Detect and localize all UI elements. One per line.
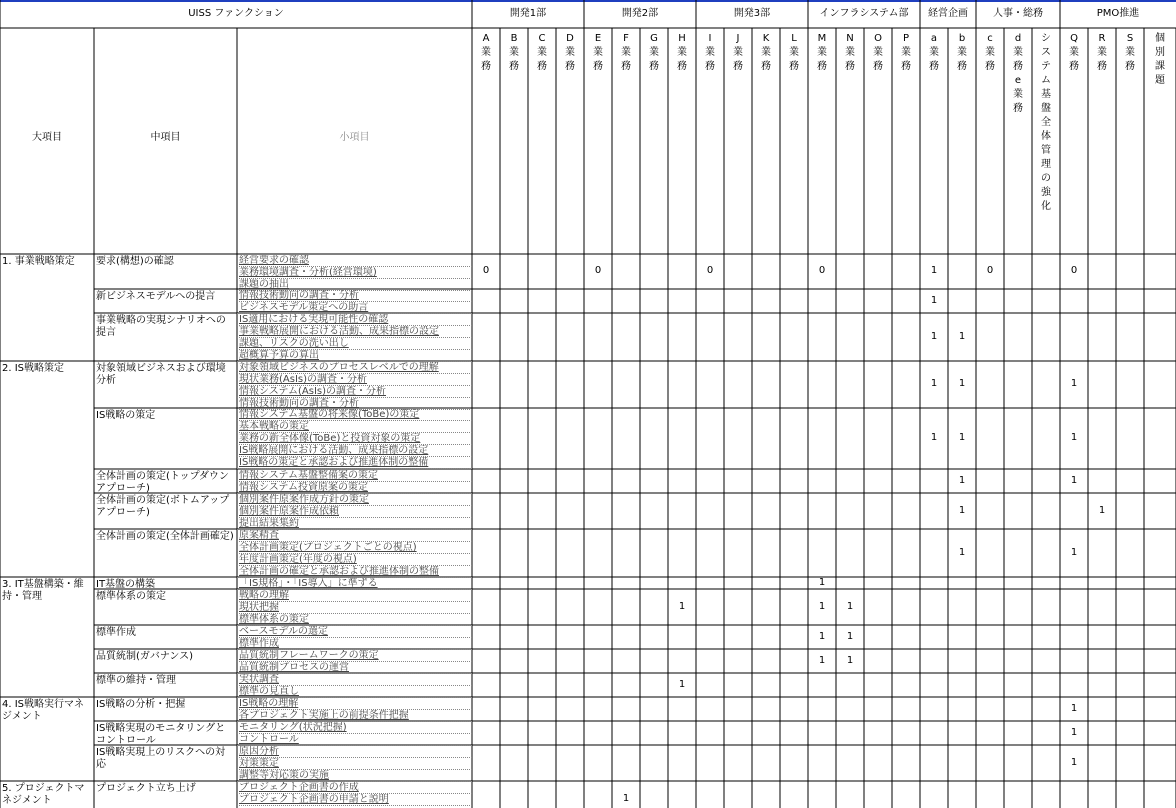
sub-item: 情報システム(AsIs)の調査・分析 bbox=[239, 386, 387, 397]
cell-mark: 1 bbox=[930, 331, 938, 342]
mid-item: 標準体系の策定 bbox=[96, 591, 166, 602]
column-header-15: P 業 務 bbox=[901, 33, 911, 72]
category-cell: 5. プロジェクトマネジメント bbox=[2, 783, 85, 806]
column-header-2: C 業 務 bbox=[537, 33, 547, 72]
mid-item: 全体計画の策定(全体計画確定) bbox=[96, 531, 234, 542]
sub-item: 品質統制プロセスの運営 bbox=[239, 662, 349, 673]
sub-item: 業務環境調査・分析(経営環境) bbox=[239, 267, 377, 278]
group-header: PMO推進 bbox=[1096, 8, 1140, 19]
sub-item: 情報技術動向の調査・分析 bbox=[239, 290, 359, 301]
column-header-small: 小項目 bbox=[339, 132, 370, 143]
sub-item: 情報システム基盤整備案の策定 bbox=[239, 470, 378, 481]
cell-mark: 1 bbox=[846, 631, 854, 642]
column-header-6: G 業 務 bbox=[649, 33, 659, 72]
sub-item: 経営要求の確認 bbox=[239, 255, 309, 266]
column-header-17: b 業 務 bbox=[957, 33, 967, 72]
cell-mark: 1 bbox=[678, 601, 686, 612]
mid-item: IS戦略の分析・把握 bbox=[96, 699, 186, 710]
cell-mark: 0 bbox=[706, 265, 714, 276]
sub-item: 現状業務(AsIs)の調査・分析 bbox=[239, 374, 368, 385]
sub-item: 戦略の理解 bbox=[239, 590, 289, 601]
category-cell: 1. 事業戦略策定 bbox=[2, 256, 75, 267]
sub-item: 全体計画の確定と承認および推進体制の整備 bbox=[239, 566, 439, 577]
column-header-24: 個 別 課 題 bbox=[1155, 33, 1165, 86]
sub-item: ベースモデルの選定 bbox=[239, 626, 328, 637]
sub-item: 年度計画策定(年度の視点) bbox=[239, 554, 357, 565]
column-header-3: D 業 務 bbox=[565, 33, 575, 72]
cell-mark: 1 bbox=[818, 655, 826, 666]
cell-mark: 0 bbox=[482, 265, 490, 276]
cell-mark: 1 bbox=[678, 679, 686, 690]
sub-item: コントロール bbox=[239, 734, 299, 745]
mid-item: IT基盤の構築 bbox=[96, 579, 156, 589]
cell-mark: 1 bbox=[958, 505, 966, 516]
column-header-1: B 業 務 bbox=[509, 33, 519, 72]
sub-item: 原因分析 bbox=[239, 746, 279, 757]
column-header-big: 大項目 bbox=[32, 132, 62, 143]
column-header-23: S 業 務 bbox=[1125, 33, 1135, 72]
mid-item: 全体計画の策定(ボトムアップアプローチ) bbox=[96, 495, 230, 518]
mid-item: 標準作成 bbox=[96, 627, 136, 638]
cell-mark: 0 bbox=[818, 265, 826, 276]
sub-item-separator bbox=[237, 805, 472, 806]
sub-item: 情報システム基盤の将来像(ToBe)の策定 bbox=[239, 409, 420, 420]
sub-item: 対策策定 bbox=[239, 758, 279, 769]
sub-item-separator bbox=[237, 468, 472, 469]
column-header-11: L 業 務 bbox=[789, 33, 799, 72]
mid-item: 要求(構想)の確認 bbox=[96, 256, 174, 267]
column-header-13: N 業 務 bbox=[845, 33, 855, 72]
cell-mark: 1 bbox=[930, 378, 938, 389]
cell-mark: 1 bbox=[958, 547, 966, 558]
sub-item: 情報技術動向の調査・分析 bbox=[239, 398, 359, 409]
sub-item: 個別案件原案作成方針の策定 bbox=[239, 494, 369, 505]
mid-item: 標準の維持・管理 bbox=[96, 675, 176, 686]
category-cell: 2. IS戦略策定 bbox=[2, 363, 65, 374]
cell-mark: 1 bbox=[846, 601, 854, 612]
cell-mark: 1 bbox=[1070, 547, 1078, 558]
sub-item: 事業戦略展開における活動、成果指標の設定 bbox=[239, 326, 439, 337]
sub-item: 超概算予算の算出 bbox=[239, 350, 319, 361]
sub-item: 調整等対応策の実施 bbox=[239, 770, 329, 781]
sub-item: 実状調査 bbox=[239, 674, 279, 685]
column-header-5: F 業 務 bbox=[621, 33, 631, 72]
sub-item: 各プロジェクト実施上の前提条件把握 bbox=[239, 710, 409, 721]
cell-mark: 0 bbox=[1070, 265, 1078, 276]
column-header-4: E 業 務 bbox=[593, 33, 603, 72]
mid-item: 対象領域ビジネスおよび環境分析 bbox=[96, 363, 226, 386]
category-cell: 4. IS戦略実行マネジメント bbox=[2, 699, 85, 722]
mid-item: IS戦略の策定 bbox=[96, 410, 156, 421]
sub-item: 業務の新全体像(ToBe)と投資対象の策定 bbox=[239, 433, 421, 444]
cell-mark: 1 bbox=[818, 601, 826, 612]
cell-mark: 1 bbox=[958, 378, 966, 389]
sub-item: 「IS規格」・「IS導入」に準ずる bbox=[239, 578, 378, 589]
category-cell: 3. IT基盤構築・維持・管理 bbox=[2, 579, 84, 602]
cell-mark: 1 bbox=[1098, 505, 1106, 516]
group-header: 経営企画 bbox=[928, 8, 968, 19]
sub-item: プロジェクト企画書の申請と説明 bbox=[239, 794, 389, 805]
cell-mark: 1 bbox=[818, 631, 826, 642]
column-header-8: I 業 務 bbox=[705, 33, 715, 72]
column-header-9: J 業 務 bbox=[733, 33, 743, 72]
cell-mark: 1 bbox=[958, 475, 966, 486]
mid-item: 事業戦略の実現シナリオへの提言 bbox=[96, 315, 226, 338]
sub-item: IS適用における実現可能性の確認 bbox=[239, 314, 389, 325]
sub-item: 全体計画策定(プロジェクトごとの視点) bbox=[239, 542, 417, 553]
cell-mark: 1 bbox=[1070, 703, 1078, 714]
sub-item: IS戦略の理解 bbox=[239, 698, 299, 709]
column-header-20: シ ス テ ム 基 盤 全 体 管 理 の 強 化 bbox=[1041, 33, 1051, 212]
sub-item: 課題、リスクの洗い出し bbox=[239, 338, 349, 349]
column-header-10: K 業 務 bbox=[761, 33, 771, 72]
cell-mark: 1 bbox=[1070, 378, 1078, 389]
cell-mark: 1 bbox=[930, 265, 938, 276]
cell-mark: 1 bbox=[1070, 757, 1078, 768]
cell-mark: 1 bbox=[1070, 432, 1078, 443]
sub-item: 基本戦略の策定 bbox=[239, 421, 309, 432]
cell-mark: 1 bbox=[930, 432, 938, 443]
mid-item: 新ビジネスモデルへの提言 bbox=[96, 291, 216, 302]
function-title: UISS ファンクション bbox=[188, 8, 284, 19]
sub-item: 個別案件原案作成依頼 bbox=[239, 506, 339, 517]
column-header-12: M 業 務 bbox=[817, 33, 827, 72]
cell-mark: 1 bbox=[930, 295, 938, 306]
column-header-18: c 業 務 bbox=[985, 33, 995, 72]
cell-mark: 0 bbox=[594, 265, 602, 276]
cell-mark: 1 bbox=[958, 432, 966, 443]
mid-item: IS戦略実現上のリスクへの対応 bbox=[96, 747, 226, 770]
sub-item: 品質統制フレームワークの策定 bbox=[239, 650, 379, 661]
column-header-mid: 中項目 bbox=[150, 132, 181, 143]
cell-mark: 0 bbox=[986, 265, 994, 276]
cell-mark: 1 bbox=[818, 577, 826, 588]
mid-item: 品質統制(ガバナンス) bbox=[96, 651, 194, 662]
sub-item: 標準の見直し bbox=[239, 686, 299, 697]
sub-item: 提出結果集約 bbox=[239, 518, 299, 529]
mid-item: 全体計画の策定(トップダウンアプローチ) bbox=[96, 471, 229, 493]
column-header-19: d 業 務 e 業 務 bbox=[1013, 33, 1023, 114]
column-header-21: Q 業 務 bbox=[1069, 33, 1079, 72]
sub-item: 標準体系の策定 bbox=[239, 614, 309, 625]
group-header: 開発3部 bbox=[733, 8, 771, 19]
sub-item: 対象領域ビジネスのプロセスレベルでの理解 bbox=[239, 362, 439, 373]
sub-item: IS戦略展開における活動、成果指標の設定 bbox=[239, 445, 429, 456]
sub-item: 標準作成 bbox=[239, 638, 279, 649]
column-header-7: H 業 務 bbox=[677, 33, 687, 72]
sub-item: IS戦略の策定と承認および推進体制の整備 bbox=[239, 457, 429, 468]
sub-item: モニタリング(状況把握) bbox=[239, 722, 347, 733]
sub-item: 情報システム投資原案の策定 bbox=[239, 482, 368, 493]
sub-item: 課題の抽出 bbox=[239, 279, 289, 290]
column-header-14: O 業 務 bbox=[873, 33, 883, 72]
column-header-0: A 業 務 bbox=[481, 33, 491, 72]
cell-mark: 1 bbox=[958, 331, 966, 342]
mid-item: IS戦略実現のモニタリングとコントロール bbox=[96, 723, 226, 745]
mid-item: プロジェクト立ち上げ bbox=[96, 783, 196, 794]
column-header-22: R 業 務 bbox=[1097, 33, 1107, 72]
column-header-16: a 業 務 bbox=[929, 33, 939, 72]
cell-mark: 1 bbox=[846, 655, 854, 666]
cell-mark: 1 bbox=[622, 793, 630, 804]
group-header: 開発1部 bbox=[509, 8, 547, 19]
group-header: 開発2部 bbox=[621, 8, 659, 19]
group-header: インフラシステム部 bbox=[819, 8, 909, 19]
cell-mark: 1 bbox=[1070, 475, 1078, 486]
sub-item: 原案精査 bbox=[239, 530, 279, 541]
cell-mark: 1 bbox=[1070, 727, 1078, 738]
sub-item: ビジネスモデル策定への助言 bbox=[239, 302, 369, 313]
sub-item: プロジェクト企画書の作成 bbox=[239, 782, 359, 793]
sub-item: 現状把握 bbox=[239, 602, 279, 613]
group-header: 人事・総務 bbox=[993, 8, 1043, 19]
